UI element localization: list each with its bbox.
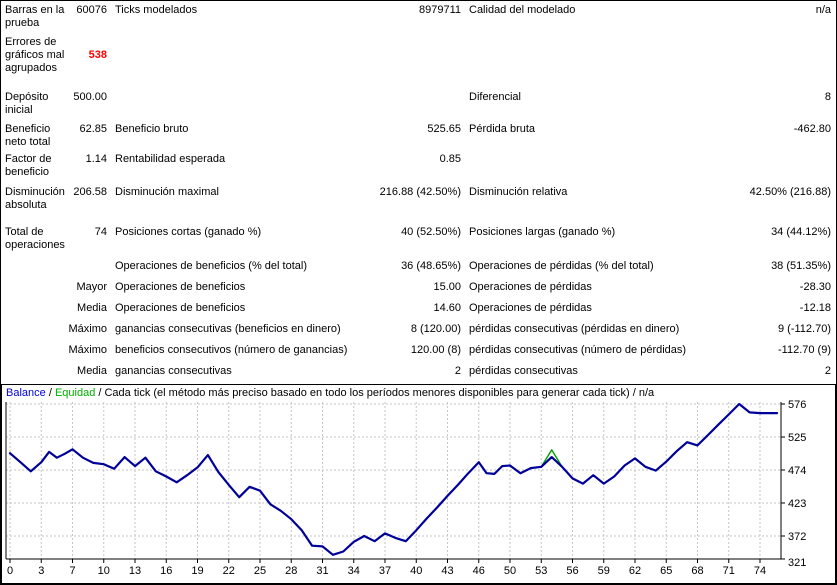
x-axis-label: 43 <box>441 565 454 577</box>
stat-label <box>107 33 365 88</box>
stat-value: Máximo <box>68 344 107 356</box>
x-axis-label: 16 <box>160 565 173 577</box>
stat-label: beneficios consecutivos (número de ganancias) <box>115 344 348 356</box>
stat-label: Total de operaciones <box>5 226 65 251</box>
stat-value: 15.00 <box>433 281 461 293</box>
x-axis-label: 28 <box>285 565 298 577</box>
stat-label <box>1 362 65 381</box>
stat-value <box>699 33 836 88</box>
stat-value: 74 <box>94 226 107 238</box>
stat-value: 34 (44.12%) <box>771 226 831 238</box>
stat-value: 8 <box>824 91 831 103</box>
stat-label: Ticks modelados <box>115 4 198 16</box>
y-axis-label: 321 <box>788 557 807 569</box>
stat-value: 525.65 <box>427 123 461 135</box>
stat-value: 216.88 (42.50%) <box>379 186 461 198</box>
stat-value: 2 <box>824 365 831 377</box>
y-axis-label: 372 <box>788 531 807 543</box>
x-axis-label: 68 <box>691 565 704 577</box>
stat-label: Beneficio bruto <box>115 123 189 135</box>
stat-value: 38 (51.35%) <box>771 260 831 272</box>
stat-value: 42.50% (216.88) <box>749 186 831 198</box>
stat-value: 206.58 <box>73 186 107 198</box>
stat-value: 1.14 <box>85 153 107 165</box>
stats-row <box>1 299 836 320</box>
stat-label: pérdidas consecutivas (pérdidas en dinero) <box>469 323 680 335</box>
x-axis-label: 25 <box>253 565 267 577</box>
stat-label: Errores de gráficos mal agrupados <box>5 36 65 74</box>
stats-row <box>1 362 836 381</box>
stat-value: n/a <box>815 4 831 16</box>
stat-label: Posiciones cortas (ganado %) <box>115 226 262 238</box>
x-axis-label: 34 <box>347 565 360 577</box>
stat-value: Media <box>77 365 107 377</box>
balance-equity-plot <box>2 385 837 583</box>
stat-value: 8979711 <box>418 4 461 16</box>
stats-table <box>1 1 836 381</box>
stat-label: Disminución relativa <box>469 186 568 198</box>
stat-value: 60076 <box>76 4 107 16</box>
y-axis-label: 576 <box>788 399 807 411</box>
x-axis-label: 50 <box>503 565 517 577</box>
y-axis-label: 525 <box>788 432 807 444</box>
x-axis-label: 0 <box>6 565 14 577</box>
stat-label <box>1 341 65 362</box>
stat-label <box>461 150 699 183</box>
stats-row <box>1 1 836 33</box>
stat-label: Operaciones de beneficios <box>115 281 246 293</box>
stat-value: Máximo <box>68 323 107 335</box>
x-axis-label: 22 <box>222 565 235 577</box>
stat-value: 2 <box>454 365 461 377</box>
x-axis-label: 59 <box>597 565 610 577</box>
stats-row <box>1 33 836 88</box>
balance-line <box>10 404 777 555</box>
stat-label: Disminución absoluta <box>5 186 65 211</box>
stat-label: pérdidas consecutivas <box>469 365 578 377</box>
stats-row <box>1 150 836 183</box>
stat-label: Pérdida bruta <box>469 123 536 135</box>
stat-value: 36 (48.65%) <box>401 260 461 272</box>
stat-label: Calidad del modelado <box>469 4 576 16</box>
stat-value: 0.85 <box>439 153 461 165</box>
stat-value: 8 (120.00) <box>410 323 461 335</box>
stat-label: Operaciones de pérdidas (% del total) <box>469 260 654 272</box>
x-axis-label: 46 <box>472 565 485 577</box>
stat-label: Barras en la prueba <box>5 4 65 29</box>
stat-value <box>65 257 107 278</box>
stat-label: Operaciones de beneficios (% del total) <box>115 260 307 272</box>
y-axis-label: 423 <box>788 498 807 510</box>
x-axis-label: 62 <box>628 565 642 577</box>
stat-value: 40 (52.50%) <box>401 226 461 238</box>
stat-value <box>699 150 836 183</box>
stat-label: Posiciones largas (ganado %) <box>469 226 616 238</box>
stat-value: 9 (-112.70) <box>778 323 831 335</box>
x-axis-label: 7 <box>69 565 76 577</box>
stat-value: -462.80 <box>793 123 831 135</box>
stats-row <box>1 183 836 223</box>
x-axis-label: 71 <box>722 565 735 577</box>
stat-label <box>1 299 65 320</box>
stats-row <box>1 120 836 150</box>
model-suffix: / n/a <box>629 387 655 399</box>
legend-separator: / <box>45 387 55 399</box>
y-axis-label: 474 <box>788 465 807 477</box>
stats-row <box>1 320 836 341</box>
x-axis-label: 53 <box>535 565 548 577</box>
stats-row <box>1 88 836 120</box>
x-axis-label: 3 <box>38 565 45 577</box>
stat-label: pérdidas consecutivas (número de pérdidas) <box>469 344 687 356</box>
model-description: Cada tick (el método más preciso basado en todo los períodos menores disponibles para generar cada tick) <box>104 387 630 399</box>
stat-value: Media <box>77 302 107 314</box>
stat-label <box>1 320 65 341</box>
stats-row <box>1 341 836 362</box>
x-axis-label: 56 <box>566 565 579 577</box>
legend-separator2: / <box>95 387 105 399</box>
stats-row <box>1 278 836 299</box>
balance-chart <box>1 384 836 584</box>
stat-label <box>1 257 65 278</box>
stat-label: ganancias consecutivas (beneficios en dinero) <box>115 323 341 335</box>
x-axis-label: 31 <box>316 565 329 577</box>
equity-legend-label: Equidad <box>54 387 96 399</box>
x-axis-label: 13 <box>128 565 142 577</box>
stat-label: Operaciones de pérdidas <box>469 302 592 314</box>
stat-label: Diferencial <box>469 91 521 103</box>
balance-legend-label: Balance <box>6 387 46 399</box>
stat-label: Depósito inicial <box>5 91 49 116</box>
stat-value: 62.85 <box>79 123 107 135</box>
stat-value: -112.70 (9) <box>778 344 831 356</box>
equity-line <box>10 404 777 555</box>
stat-value: -12.18 <box>799 302 831 314</box>
stat-value: 538 <box>88 49 107 61</box>
stat-label: Rentabilidad esperada <box>115 153 226 165</box>
stat-value: Mayor <box>76 281 107 293</box>
stat-label: ganancias consecutivas <box>115 365 232 377</box>
stat-label: Disminución maximal <box>115 186 219 198</box>
stats-row <box>1 223 836 257</box>
stat-value: 120.00 (8) <box>410 344 461 356</box>
x-axis-label: 19 <box>191 565 204 577</box>
stat-value: -28.30 <box>799 281 831 293</box>
stat-label: Factor de beneficio <box>5 153 52 178</box>
stat-label: Operaciones de beneficios <box>115 302 246 314</box>
stat-label <box>1 278 65 299</box>
stat-value: 14.60 <box>433 302 461 314</box>
stat-label <box>107 88 365 120</box>
x-axis-label: 74 <box>753 565 767 577</box>
stat-value <box>365 88 461 120</box>
stat-value: 500.00 <box>73 91 107 103</box>
stats-row <box>1 257 836 278</box>
stat-label <box>461 33 699 88</box>
stat-value <box>365 33 461 88</box>
x-axis-label: 37 <box>378 565 392 577</box>
chart-title <box>6 387 654 399</box>
stat-label: Operaciones de pérdidas <box>469 281 592 293</box>
stat-label: Beneficio neto total <box>5 123 51 148</box>
x-axis-label: 65 <box>660 565 673 577</box>
x-axis-label: 40 <box>410 565 423 577</box>
x-axis-label: 10 <box>97 565 110 577</box>
